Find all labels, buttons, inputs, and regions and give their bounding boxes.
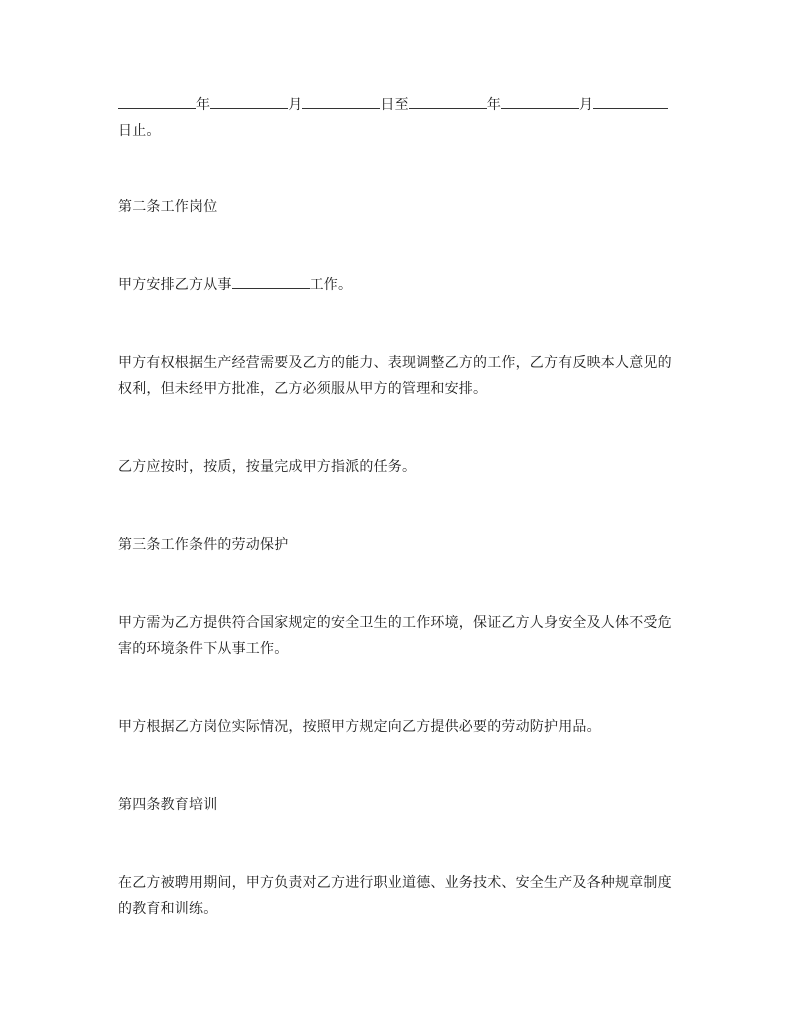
article-3-paragraph-2: 甲方根据乙方岗位实际情况，按照甲方规定向乙方提供必要的劳动防护用品。 — [118, 719, 601, 735]
article-2-paragraph-2: 甲方有权根据生产经营需要及乙方的能力、表现调整乙方的工作，乙方有反映本人意见的权利，但未经甲方批准，乙方必须服从甲方的管理和安排。 — [118, 355, 672, 397]
label-month: 月 — [288, 97, 303, 113]
article-3-heading: 第三条工作条件的劳动保护 — [118, 537, 289, 553]
article-2-p1-text-after: 工作。 — [309, 277, 353, 293]
article-4-heading: 第四条教育培训 — [118, 797, 218, 813]
blank-end-month — [501, 94, 579, 109]
article-2-paragraph-1 — [118, 272, 680, 298]
blank-end-day — [593, 94, 668, 109]
label-year: 年 — [196, 97, 211, 113]
label-year-end: 年 — [486, 97, 502, 113]
article-2-paragraph-3: 乙方应按时，按质，按量完成甲方指派的任务。 — [118, 459, 417, 475]
article-4-paragraph-1: 在乙方被聘用期间，甲方负责对乙方进行职业道德、业务技术、安全生产及各种规章制度的教育和训练。 — [118, 875, 672, 917]
label-month-end: 月 — [579, 97, 594, 113]
blank-start-month — [210, 94, 288, 109]
date-range-paragraph — [118, 92, 680, 144]
article-2-p1-text-before: 甲方安排乙方从事 — [118, 277, 232, 293]
article-2-heading: 第二条工作岗位 — [118, 199, 218, 215]
label-day-to: 日至 — [380, 97, 409, 113]
article-3-paragraph-1: 甲方需为乙方提供符合国家规定的安全卫生的工作环境，保证乙方人身安全及人体不受危害的环境条件下从事工作。 — [118, 615, 672, 657]
blank-end-year — [409, 94, 487, 109]
blank-start-day — [302, 94, 380, 109]
blank-start-year — [118, 94, 196, 109]
blank-job-type — [232, 274, 310, 289]
label-day-end: 日止。 — [118, 123, 161, 139]
